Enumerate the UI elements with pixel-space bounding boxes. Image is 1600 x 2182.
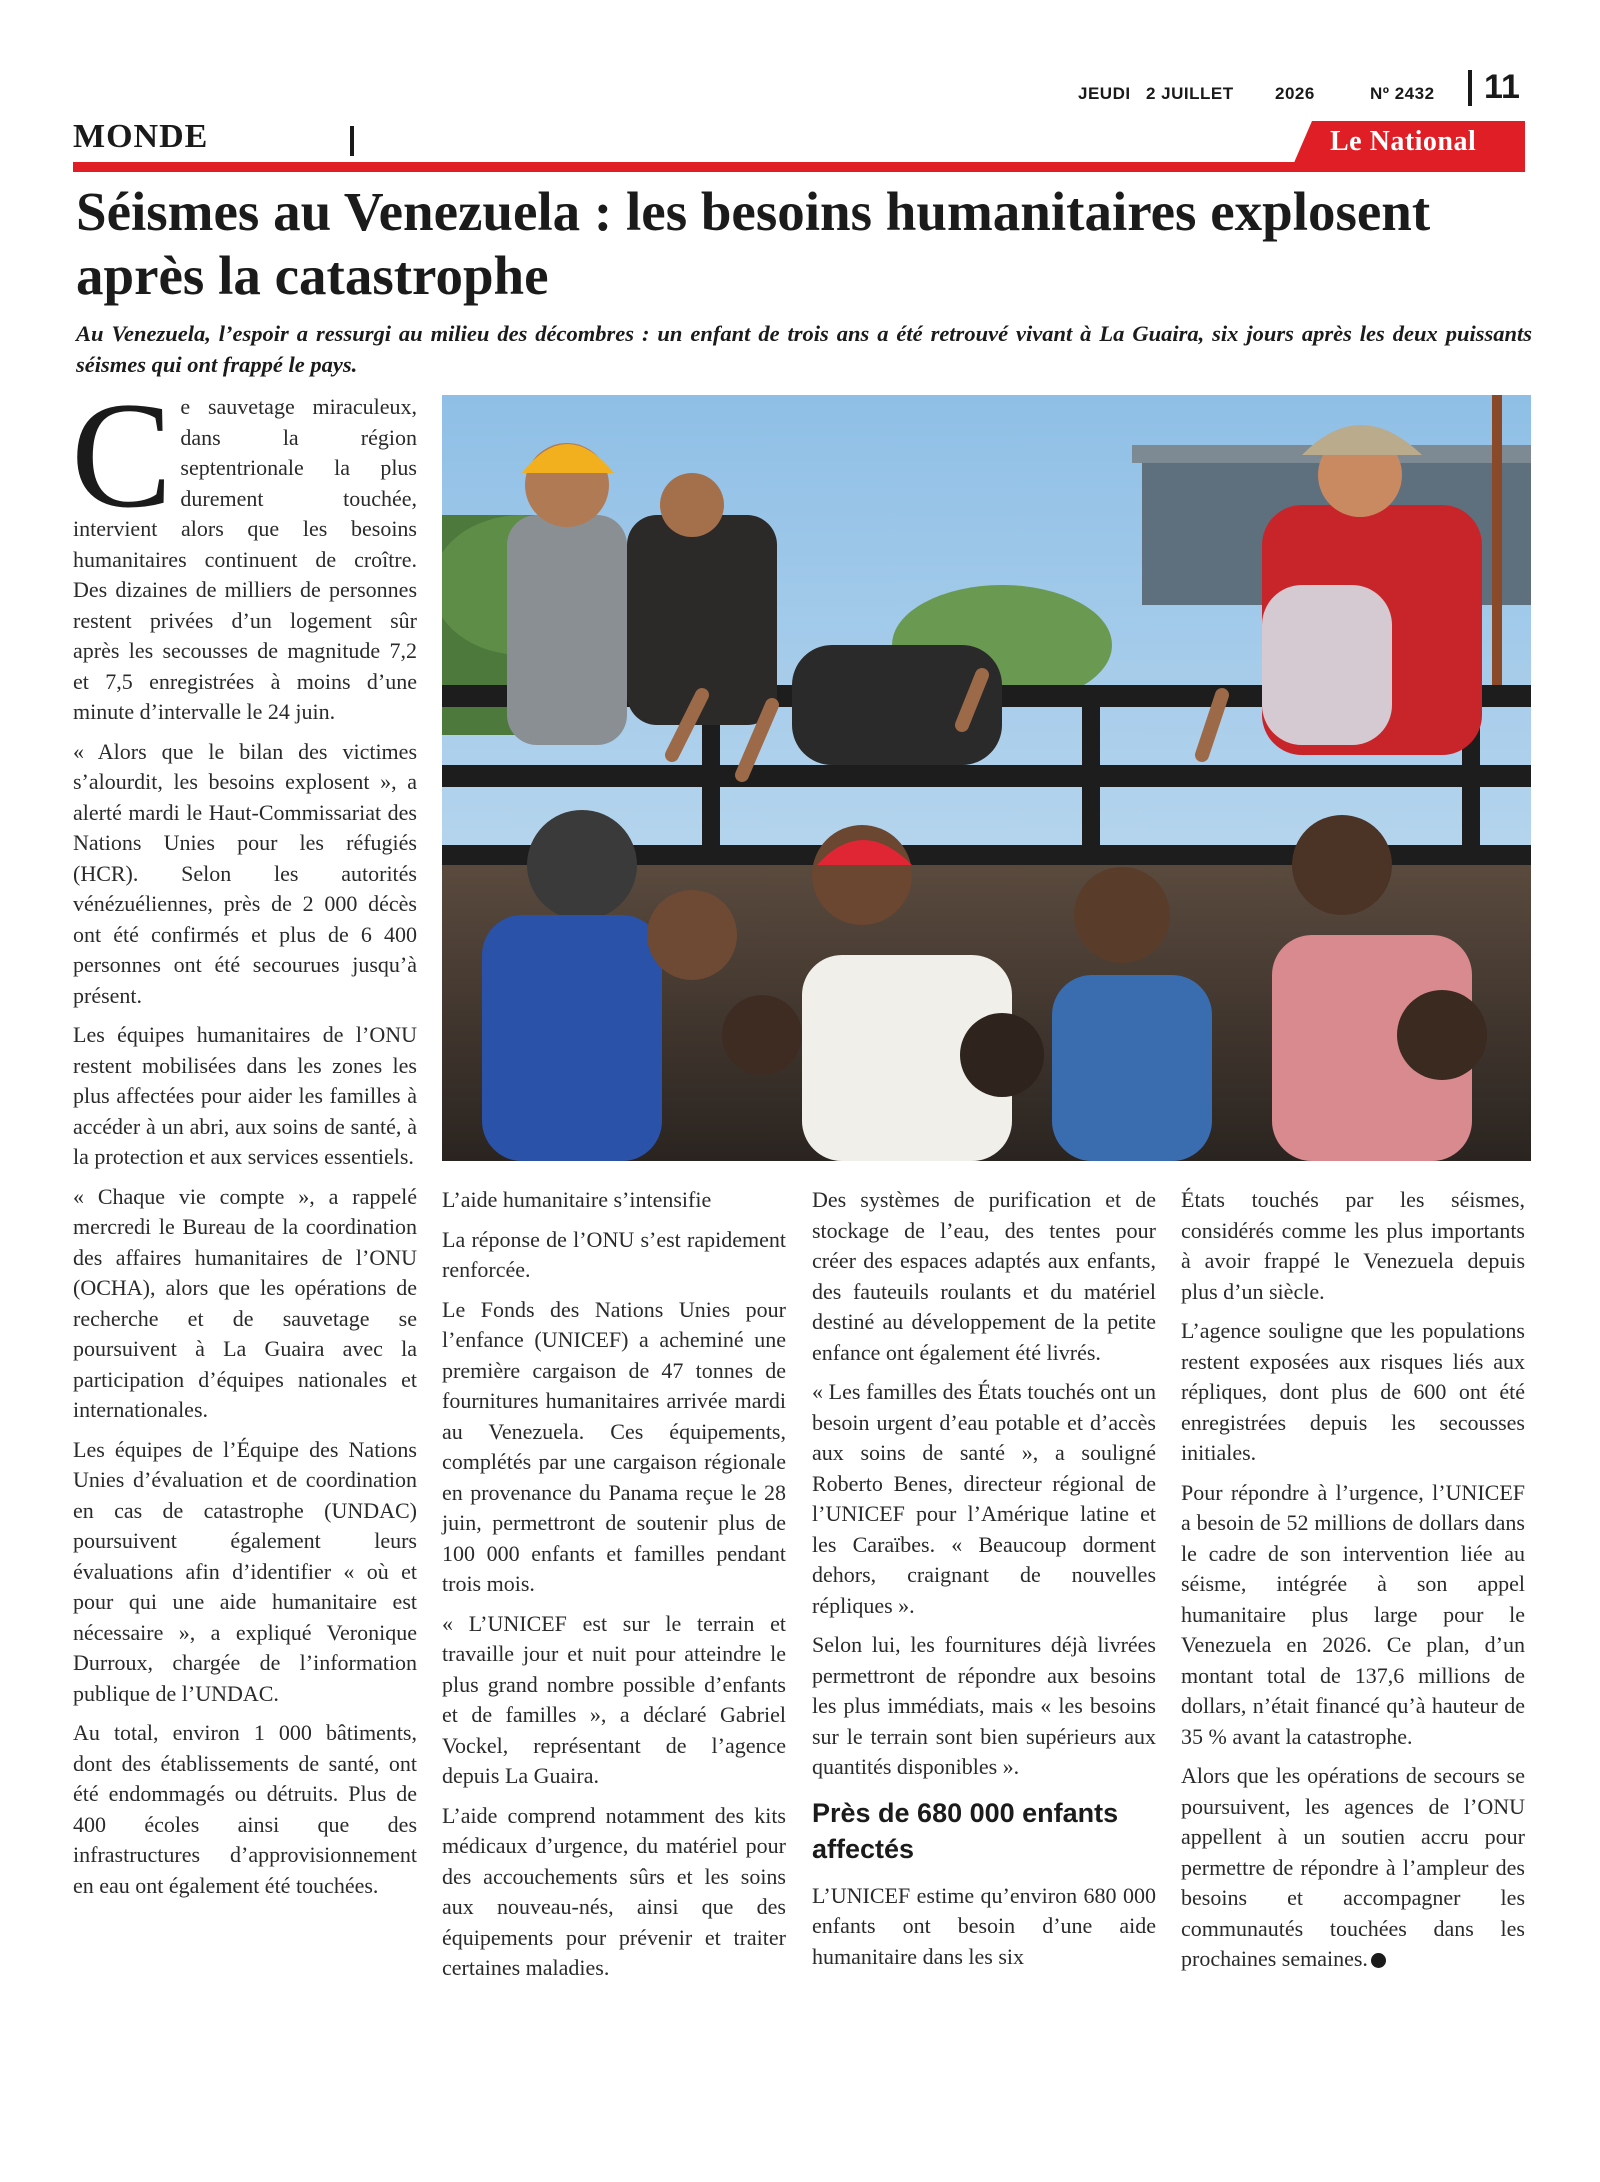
end-of-article-icon <box>1371 1953 1386 1968</box>
paragraph: Les équipes de l’Équipe des Nations Unies d’évaluation et de coordination en cas de catastrophe (UNDAC) poursuivent également leurs évaluations afin d’identifier « où et pour qui une aide humanitaire est nécessaire », a expliqué Veronique Durroux, chargée de l’information publique de l’UNDAC. <box>73 1436 417 1706</box>
paragraph-text: e sauvetage miraculeux, dans la région septentrionale la plus durement touchée, intervient alors que les besoins humanitaires continuent de croître. Des dizaines de milliers de personnes restent privées d’un logement sûr après les secousses de magnitude 7,2 et 7,5 enregistrées à moins d’une minute d’intervalle le 24 juin. <box>73 394 417 724</box>
paragraph: « Les familles des États touchés ont un besoin urgent d’eau potable et d’accès aux soins de santé », a souligné Roberto Benes, directeur régional de l’UNICEF pour l’Amérique latine et les Caraïbes. « Beaucoup dorment dehors, craignant de nouvelles répliques ». <box>812 1379 1156 1618</box>
paragraph: Des systèmes de purification et de stockage de l’eau, des tentes pour créer des espaces adaptés aux enfants, des fauteuils roulants et du matériel destiné au développement de la petite enfance ont également été livrés. <box>812 1187 1156 1365</box>
paragraph: La réponse de l’ONU s’est rapidement renforcée. <box>442 1226 786 1282</box>
page-number-divider <box>1468 70 1472 106</box>
headline: Séismes au Venezuela : les besoins humanitaires explosent après la catastrophe <box>76 181 1431 306</box>
paragraph: Selon lui, les fournitures déjà livrées permettront de répondre aux besoins les plus immédiats, mais « les besoins sur le terrain sont bien supérieurs aux quantités disponibles ». <box>812 1632 1156 1779</box>
column-4 <box>1181 1185 1525 1984</box>
header-rule <box>73 162 1525 172</box>
paragraph: « L’UNICEF est sur le terrain et travaille jour et nuit pour atteindre le plus grand nombre possible d’enfants et de familles », a déclaré Gabriel Vockel, représentant de l’agence depuis La Guaira. <box>442 1610 786 1788</box>
drop-cap: C <box>71 371 173 539</box>
article-photo <box>442 395 1531 1161</box>
paragraph: États touchés par les séismes, considérés comme les plus importants à avoir frappé le Venezuela depuis plus d’un siècle. <box>1181 1187 1525 1304</box>
column-2 <box>442 1185 786 1993</box>
paragraph: Le Fonds des Nations Unies pour l’enfance (UNICEF) a acheminé une première cargaison de 47 tonnes de fournitures humanitaires arrivée mardi au Venezuela. Ces équipements, complétés par une cargaison régionale en provenance du Panama reçue le 28 juin, permettront de soutenir plus de 100 000 enfants et familles pendant trois mois. <box>442 1296 786 1596</box>
header-date: 2 JUILLET <box>1146 84 1234 103</box>
paragraph: Les équipes humanitaires de l’ONU restent mobilisées dans les zones les plus affectées pour aider les familles à accéder à un abri, aux soins de santé, à la protection et aux services essentiels. <box>73 1022 417 1169</box>
paragraph: « Alors que le bilan des victimes s’alourdit, les besoins explosent », a alerté mardi le Haut-Commissariat des Nations Unies pour les réfugiés (HCR). Selon les autorités vénézuéliennes, près de 2 000 décès ont été confirmés et plus de 6 400 personnes ont été secourues jusqu’à présent. <box>73 738 417 1008</box>
page-number: 11 <box>1484 68 1520 106</box>
paragraph-text: Alors que les opérations de secours se poursuivent, les agences de l’ONU appellent à un soutien accru pour permettre de répondre à l’ampleur des besoins et accompagner les communautés touchées dans les prochaines semaines. <box>1181 1763 1525 1971</box>
paragraph: L’agence souligne que les populations restent exposées aux risques liés aux répliques, dont plus de 600 ont été enregistrées depuis les secousses initiales. <box>1181 1318 1525 1465</box>
kicker: L’aide humanitaire s’intensifie <box>442 1187 712 1212</box>
column-3 <box>812 1185 1156 1981</box>
column-1 <box>71 371 417 1910</box>
paragraph: « Chaque vie compte », a rappelé mercredi le Bureau de la coordination des affaires humanitaires de l’ONU (OCHA), alors que les opérations de recherche et de sauvetage se poursuivent à La Guaira avec la participation d’équipes nationales et internationales. <box>73 1183 417 1422</box>
paragraph: Pour répondre à l’urgence, l’UNICEF a besoin de 52 millions de dollars dans le cadre de son intervention liée au séisme, intégrée à son appel humanitaire plus large pour le Venezuela en 2026. Ce plan, d’un montant total de 137,6 millions de dollars, n’était financé qu’à hauteur de 35 % avant la catastrophe. <box>1181 1479 1525 1749</box>
paragraph: L’aide comprend notamment des kits médicaux d’urgence, du matériel pour des accouchements sûrs et les soins aux nouveau-nés, ainsi que des équipements pour prévenir et traiter certaines maladies. <box>442 1802 786 1980</box>
lead-paragraph: Au Venezuela, l’espoir a ressurgi au milieu des décombres : un enfant de trois ans a été retrouvé vivant à La Guaira, six jours après les deux puissants séismes qui ont frappé le pays. <box>76 321 1532 377</box>
header-issue: Nº 2432 <box>1370 84 1435 103</box>
brand-name: Le National <box>1330 126 1477 157</box>
header-year: 2026 <box>1275 84 1315 103</box>
subheading: Près de 680 000 enfants affectés <box>812 1797 1119 1864</box>
paragraph <box>1181 1761 1525 1975</box>
header-day: JEUDI <box>1078 84 1131 103</box>
paragraph <box>71 371 417 728</box>
paragraph: L’UNICEF estime qu’environ 680 000 enfants ont besoin d’une aide humanitaire dans les six <box>812 1882 1156 1969</box>
section-label: MONDE <box>73 118 209 155</box>
paragraph: Au total, environ 1 000 bâtiments, dont des établissements de santé, ont été endommagés ou détruits. Plus de 400 écoles ainsi que des infrastructures d’approvisionnement en eau ont également été touchées. <box>73 1720 417 1898</box>
section-divider <box>350 126 354 156</box>
